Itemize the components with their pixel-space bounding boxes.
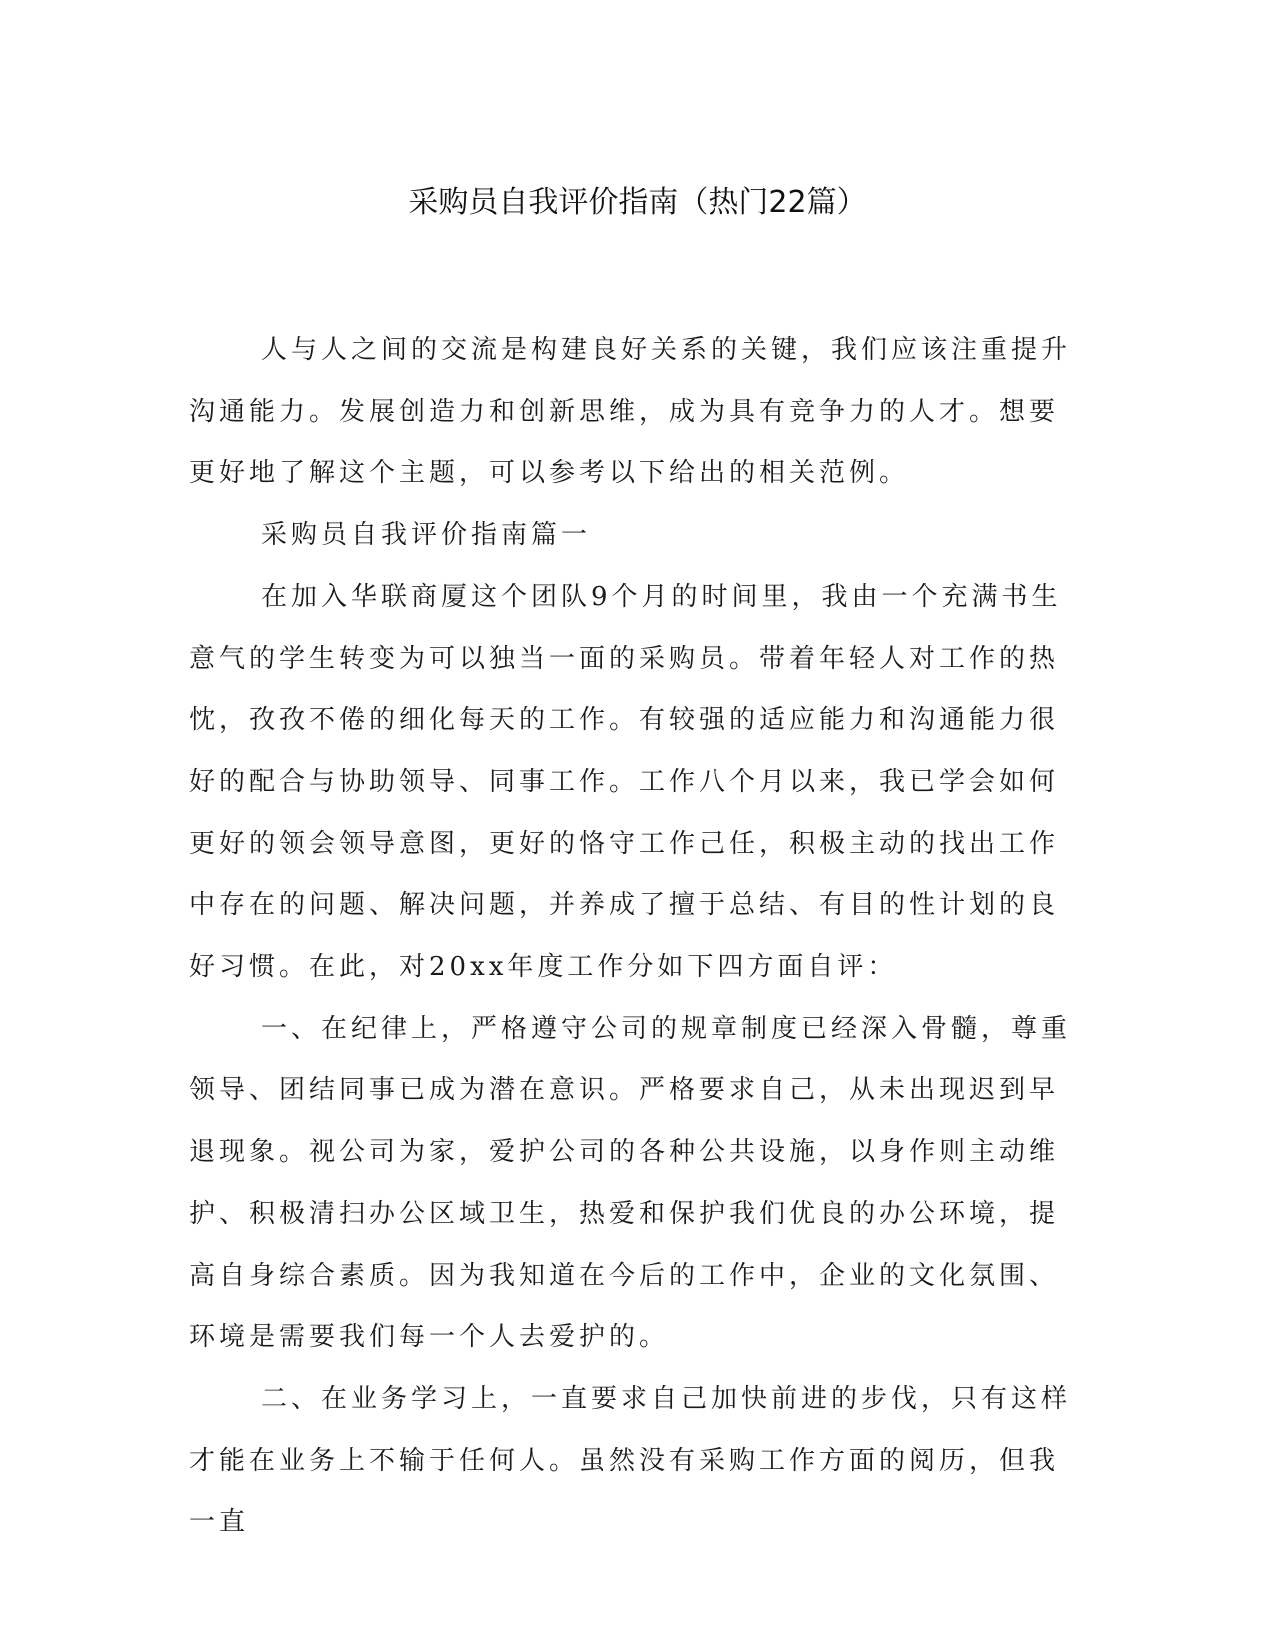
- body-paragraph: 在加入华联商厦这个团队9个月的时间里，我由一个充满书生意气的学生转变为可以独当一面的采购员。带着年轻人对工作的热忱，孜孜不倦的细化每天的工作。有较强的适应能力和沟通能力很好的配合与协助领导、同事工作。工作八个月以来，我已学会如何更好的领会领导意图，更好的恪守工作己任，积极主动的找出工作中存在的问题、解决问题，并养成了擅于总结、有目的性计划的良好习惯。在此，对20xx年度工作分如下四方面自评：: [189, 581, 1062, 983]
- section-heading: 采购员自我评价指南篇一: [261, 520, 592, 551]
- body-paragraph: 二、在业务学习上，一直要求自己加快前进的步伐，只有这样才能在业务上不输于任何人。虽然没有采购工作方面的阅历，但我一直: [189, 1383, 1072, 1538]
- intro-paragraph: 人与人之间的交流是构建良好关系的关键，我们应该注重提升沟通能力。发展创造力和创新思维，成为具有竞争力的人才。想要更好地了解这个主题，可以参考以下给出的相关范例。: [189, 335, 1072, 489]
- document-body: [189, 320, 1079, 1554]
- document-title: 采购员自我评价指南（热门22篇）: [408, 185, 867, 220]
- body-paragraph: 一、在纪律上，严格遵守公司的规章制度已经深入骨髓，尊重领导、团结同事已成为潜在意识。严格要求自己，从未出现迟到早退现象。视公司为家，爱护公司的各种公共设施，以身作则主动维护、积极清扫办公区域卫生，热爱和保护我们优良的办公环境，提高自身综合素质。因为我知道在今后的工作中，企业的文化氛围、环境是需要我们每一个人去爱护的。: [189, 1013, 1072, 1353]
